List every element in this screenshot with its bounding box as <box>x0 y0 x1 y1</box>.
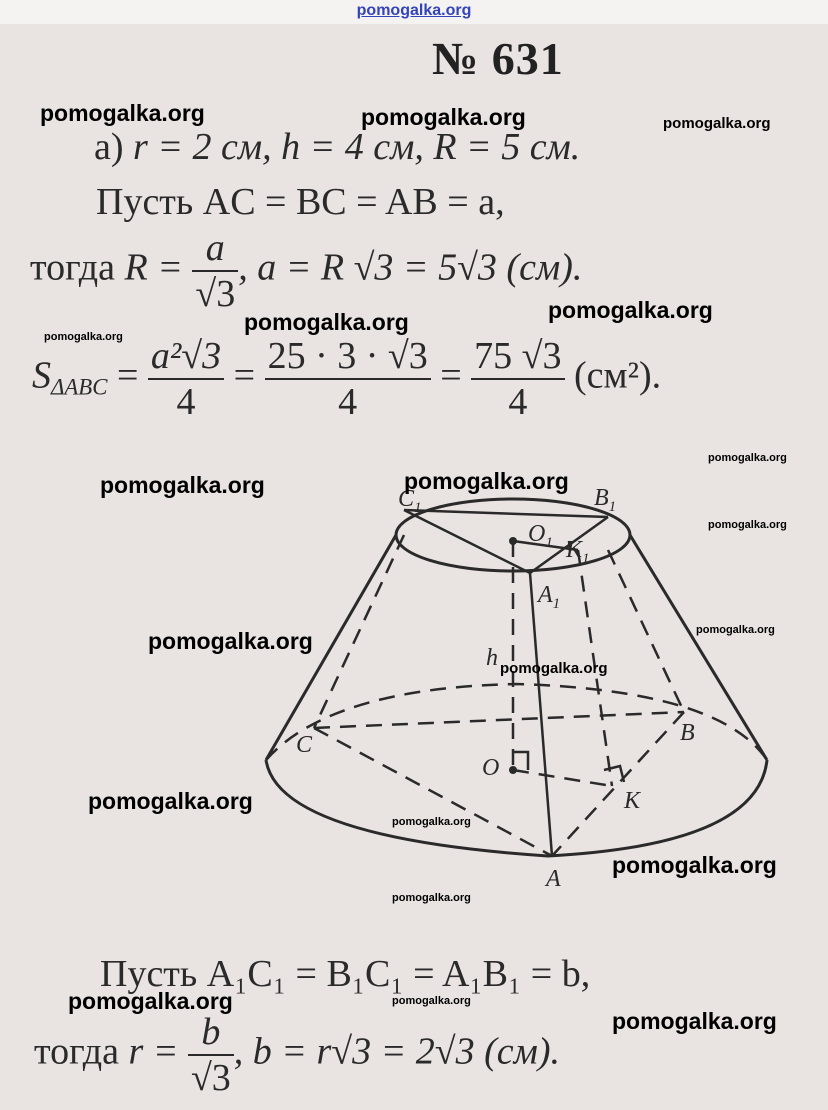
label-O: O <box>482 755 500 781</box>
point-O <box>509 766 517 774</box>
watermark: pomogalka.org <box>392 995 471 1007</box>
r-fraction <box>188 1010 234 1100</box>
area-f1-num: a²√3 <box>150 335 222 377</box>
edge-B1B <box>608 550 684 712</box>
r-fraction-denominator: √3 <box>188 1054 234 1100</box>
label-B1: $B_1$ <box>594 485 617 515</box>
label-K: K <box>624 788 641 814</box>
area-f3-num: 75 √3 <box>474 335 562 377</box>
watermark: pomogalka.org <box>40 100 205 126</box>
part-a-label: а) <box>94 126 124 168</box>
let-b-line: Пусть A₁C₁ = B₁C₁ = A₁B₁ = b, <box>100 953 591 995</box>
R-fraction-numerator: a <box>205 227 225 269</box>
given-values: r = 2 см, h = 4 см, R = 5 см. <box>133 126 581 168</box>
watermark: pomogalka.org <box>696 624 775 636</box>
edge-CA <box>314 728 552 856</box>
watermark: pomogalka.org <box>148 628 313 654</box>
then-R-prefix: тогда <box>30 246 115 289</box>
R-rest: , a = R √3 = 5√3 (см). <box>238 246 583 289</box>
point-O1 <box>509 537 517 545</box>
label-B: B <box>680 720 695 746</box>
area-unit: (см²). <box>574 354 662 397</box>
then-r-line <box>34 1010 560 1100</box>
watermark: pomogalka.org <box>708 519 787 531</box>
watermark: pomogalka.org <box>44 331 123 343</box>
edge-BA <box>552 712 684 856</box>
watermark: pomogalka.org <box>548 297 713 323</box>
watermark: pomogalka.org <box>244 309 409 335</box>
label-A1: $A_1$ <box>538 582 561 612</box>
watermark: pomogalka.org <box>392 892 471 904</box>
watermark: pomogalka.org <box>88 788 253 814</box>
area-f3-den: 4 <box>471 378 564 424</box>
let-a-line: Пусть AC = BC = AB = a, <box>96 181 505 223</box>
then-r-prefix: тогда <box>34 1030 119 1073</box>
r-equals: r = <box>128 1030 179 1073</box>
right-generatrix <box>630 535 767 760</box>
R-fraction-denominator: √3 <box>192 270 238 316</box>
area-S-subscript: ΔABC <box>51 374 108 400</box>
edge-C1B1 <box>404 510 608 517</box>
r-rest: , b = r√3 = 2√3 (см). <box>233 1030 561 1073</box>
right-angle-O <box>514 752 528 770</box>
label-h: h <box>486 645 498 671</box>
watermark: pomogalka.org <box>100 472 265 498</box>
watermark: pomogalka.org <box>68 988 233 1014</box>
area-f2-den: 4 <box>265 378 431 424</box>
watermark: pomogalka.org <box>404 468 569 494</box>
area-f2-num: 25 · 3 · √3 <box>267 335 428 377</box>
watermark: pomogalka.org <box>361 104 526 130</box>
watermark: pomogalka.org <box>663 115 771 132</box>
label-C1: $C_1$ <box>398 486 422 516</box>
R-equals: R = <box>124 246 183 289</box>
area-eq2: = <box>233 354 256 397</box>
edge-C1C <box>314 535 404 728</box>
area-eq3: = <box>440 354 462 397</box>
watermark: pomogalka.org <box>612 852 777 878</box>
problem-number: № 631 <box>432 33 564 84</box>
watermark: pomogalka.org <box>612 1008 777 1034</box>
site-link[interactable]: pomogalka.org <box>356 2 472 19</box>
area-f1-den: 4 <box>148 378 224 424</box>
watermark: pomogalka.org <box>500 660 608 677</box>
edge-CB <box>314 712 684 728</box>
segment-OK <box>513 770 612 786</box>
hidden-edges <box>266 535 767 856</box>
watermark: pomogalka.org <box>708 452 787 464</box>
r-fraction-numerator: b <box>201 1011 221 1053</box>
label-C: C <box>296 732 313 758</box>
label-O1: $O_1$ <box>528 521 553 551</box>
edge-A1A <box>530 573 552 856</box>
label-A: A <box>546 866 561 892</box>
area-S: S <box>32 354 51 397</box>
bottom-base-front-arc <box>266 760 767 856</box>
frustum-solid-edges <box>266 499 767 856</box>
watermark: pomogalka.org <box>392 816 471 828</box>
label-K1: $K_1$ <box>566 537 590 567</box>
area-eq1: = <box>116 354 139 397</box>
